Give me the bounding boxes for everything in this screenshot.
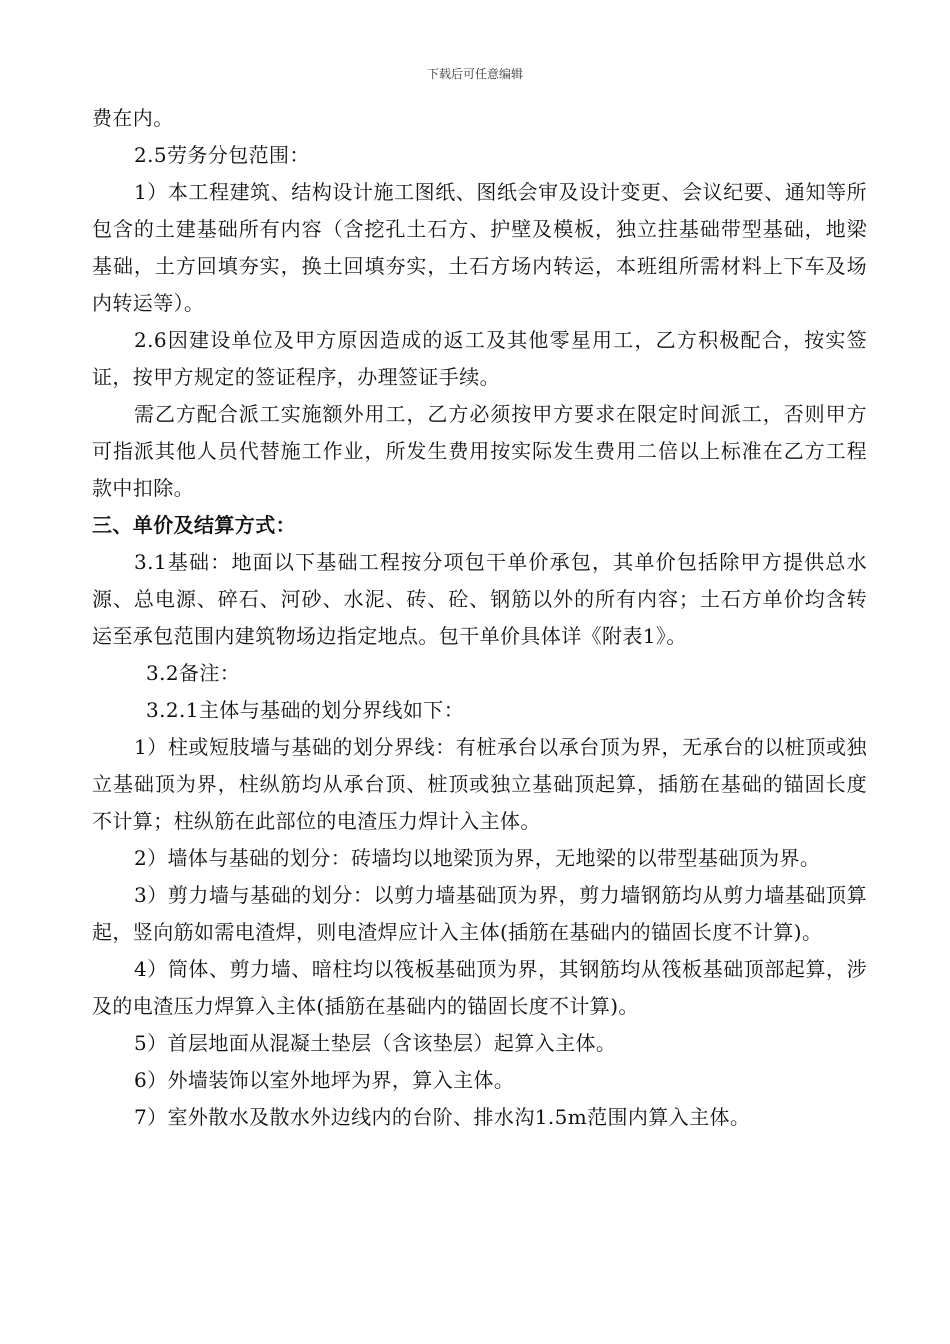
boundary-item-3: 3）剪力墙与基础的划分：以剪力墙基础顶为界，剪力墙钢筋均从剪力墙基础顶算起，竖向筋如需电渣焊，则电渣焊应计入主体(插筋在基础内的锚固长度不计算)。 [92, 883, 867, 944]
boundary-item-4: 4）筒体、剪力墙、暗柱均以筏板基础顶为界，其钢筋均从筏板基础顶部起算，涉及的电渣压力焊算入主体(插筋在基础内的锚固长度不计算)。 [92, 957, 867, 1018]
section-3-2-1-heading: 3.2.1主体与基础的划分界线如下： [146, 698, 465, 722]
boundary-item-2: 2）墙体与基础的划分：砖墙均以地梁顶为界，无地梁的以带型基础顶为界。 [134, 846, 821, 870]
section-2-5-heading: 2.5劳务分包范围： [134, 143, 310, 167]
paragraph-continuation: 费在内。 [92, 106, 174, 130]
section-3-1-paragraph: 3.1基础：地面以下基础工程按分项包干单价承包，其单价包括除甲方提供总水源、总电源、碎石、河砂、水泥、砖、砼、钢筋以外的所有内容；土石方单价均含转运至承包范围内建筑物场边指定地点。包干单价具体详《附表1》。 [92, 550, 867, 648]
boundary-item-7: 7）室外散水及散水外边线内的台阶、排水沟1.5m范围内算入主体。 [134, 1105, 751, 1129]
paragraph-extra-labor: 需乙方配合派工实施额外用工，乙方必须按甲方要求在限定时间派工，否则甲方可指派其他人员代替施工作业，所发生费用按实际发生费用二倍以上标准在乙方工程款中扣除。 [92, 402, 867, 500]
boundary-item-5: 5）首层地面从混凝土垫层（含该垫层）起算入主体。 [134, 1031, 617, 1055]
section-3-2-heading: 3.2备注： [146, 661, 241, 685]
boundary-item-6: 6）外墙装饰以室外地坪为界，算入主体。 [134, 1068, 515, 1092]
page-header-note: 下载后可任意编辑 [426, 67, 523, 81]
document-body [92, 100, 867, 1136]
section-2-6-paragraph: 2.6因建设单位及甲方原因造成的返工及其他零星用工，乙方积极配合，按实签证，按甲方规定的签证程序，办理签证手续。 [92, 328, 867, 389]
section-3-heading: 三、单价及结算方式： [92, 513, 296, 537]
boundary-item-1: 1）柱或短肢墙与基础的划分界线：有桩承台以承台顶为界，无承台的以桩顶或独立基础顶为界，柱纵筋均从承台顶、桩顶或独立基础顶起算，插筋在基础的锚固长度不计算；柱纵筋在此部位的电渣压力焊计入主体。 [92, 735, 867, 833]
paragraph-scope-item-1: 1）本工程建筑、结构设计施工图纸、图纸会审及设计变更、会议纪要、通知等所包含的土建基础所有内容（含挖孔土石方、护壁及模板，独立拄基础带型基础，地梁基础，土方回填夯实，换土回填夯实，土石方场内转运，本班组所需材料上下车及场内转运等）。 [92, 180, 867, 315]
